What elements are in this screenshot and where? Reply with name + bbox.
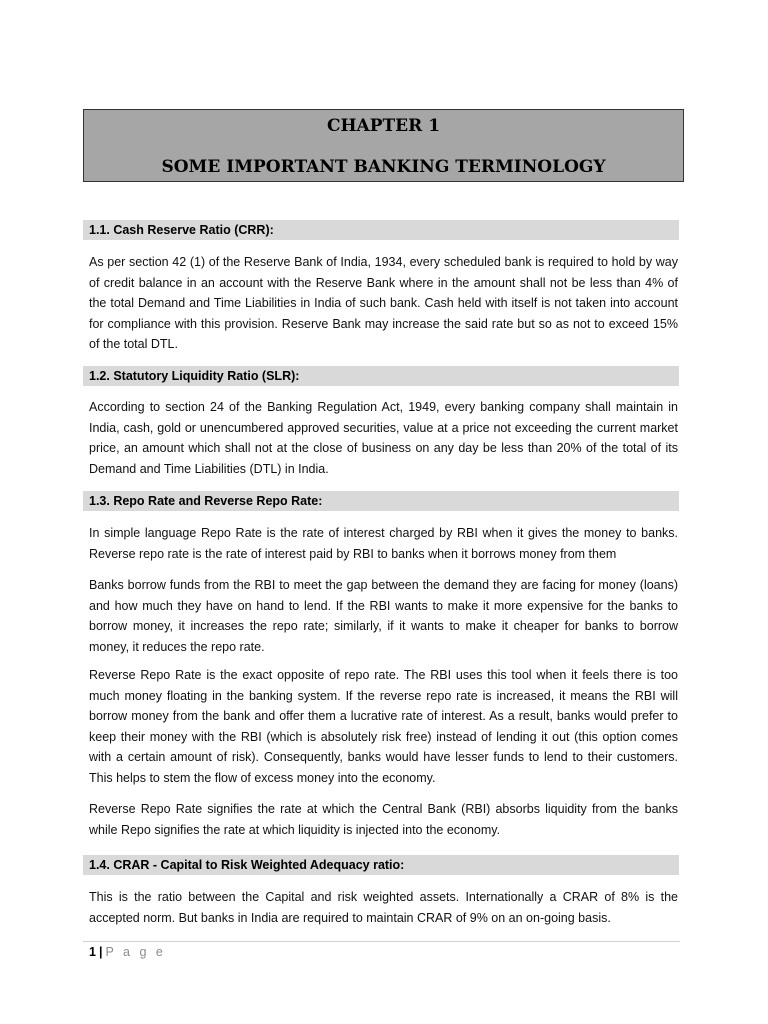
section-heading-crar: 1.4. CRAR - Capital to Risk Weighted Adequacy ratio: [83, 855, 679, 875]
paragraph-repo-liquidity: Reverse Repo Rate signifies the rate at which the Central Bank (RBI) absorbs liquidity from the banks while Repo signifies the rate at which liquidity is injected into the economy. [89, 802, 678, 837]
section-heading-slr: 1.2. Statutory Liquidity Ratio (SLR): [83, 366, 679, 386]
paragraph-repo-borrowing: Banks borrow funds from the RBI to meet the gap between the demand they are facing for money (loans) and how much they have on hand to lend. If the RBI wants to make it more expensive for the banks to borrow money, it increases the repo rate; similarly, if it wants to make it cheaper for banks to borrow money, it reduces the repo rate. [89, 578, 678, 654]
paragraph-repo-definition: In simple language Repo Rate is the rate of interest charged by RBI when it gives the money to banks. Reverse repo rate is the rate of interest paid by RBI to banks when it borrows money from them [89, 526, 678, 561]
chapter-number: CHAPTER 1 [326, 116, 441, 136]
footer-divider [83, 941, 680, 942]
paragraph-reverse-repo: Reverse Repo Rate is the exact opposite of repo rate. The RBI uses this tool when it feels there is too much money floating in the banking system. If the reverse repo rate is increased, it means the RBI will borrow money from the bank and offer them a lucrative rate of interest. As a result, banks would prefer to keep their money with the RBI (which is absolutely risk free) instead of lending it out (this option comes with a certain amount of risk). Consequently, banks would have lesser funds to lend to their customers. This helps to stem the flow of excess money into the economy. [89, 668, 678, 785]
page-label: P a g e [105, 945, 166, 959]
chapter-title: SOME IMPORTANT BANKING TERMINOLOGY [161, 157, 606, 177]
paragraph-slr: According to section 24 of the Banking Regulation Act, 1949, every banking company shall maintain in India, cash, gold or unencumbered approved securities, value at a price not exceeding the current market price, an amount which shall not at the close of business on any day be less than 20% of the total of its Demand and Time Liabilities (DTL) in India. [89, 400, 678, 476]
chapter-title-box [83, 109, 684, 182]
page-footer [89, 944, 166, 960]
footer-separator: | [98, 945, 103, 959]
section-heading-crr: 1.1. Cash Reserve Ratio (CRR): [83, 220, 679, 240]
section-heading-repo: 1.3. Repo Rate and Reverse Repo Rate: [83, 491, 679, 511]
page-number: 1 [89, 945, 96, 959]
paragraph-crr: As per section 42 (1) of the Reserve Bank of India, 1934, every scheduled bank is required to hold by way of credit balance in an account with the Reserve Bank where in the amount shall not be less than 4% of the total Demand and Time Liabilities in India of such bank. Cash held with itself is not taken into account for compliance with this provision. Reserve Bank may increase the said rate but so as not to exceed 15% of the total DTL. [89, 255, 678, 351]
paragraph-crar: This is the ratio between the Capital and risk weighted assets. Internationally a CRAR of 8% is the accepted norm. But banks in India are required to maintain CRAR of 9% on an on-going basis. [89, 890, 678, 925]
